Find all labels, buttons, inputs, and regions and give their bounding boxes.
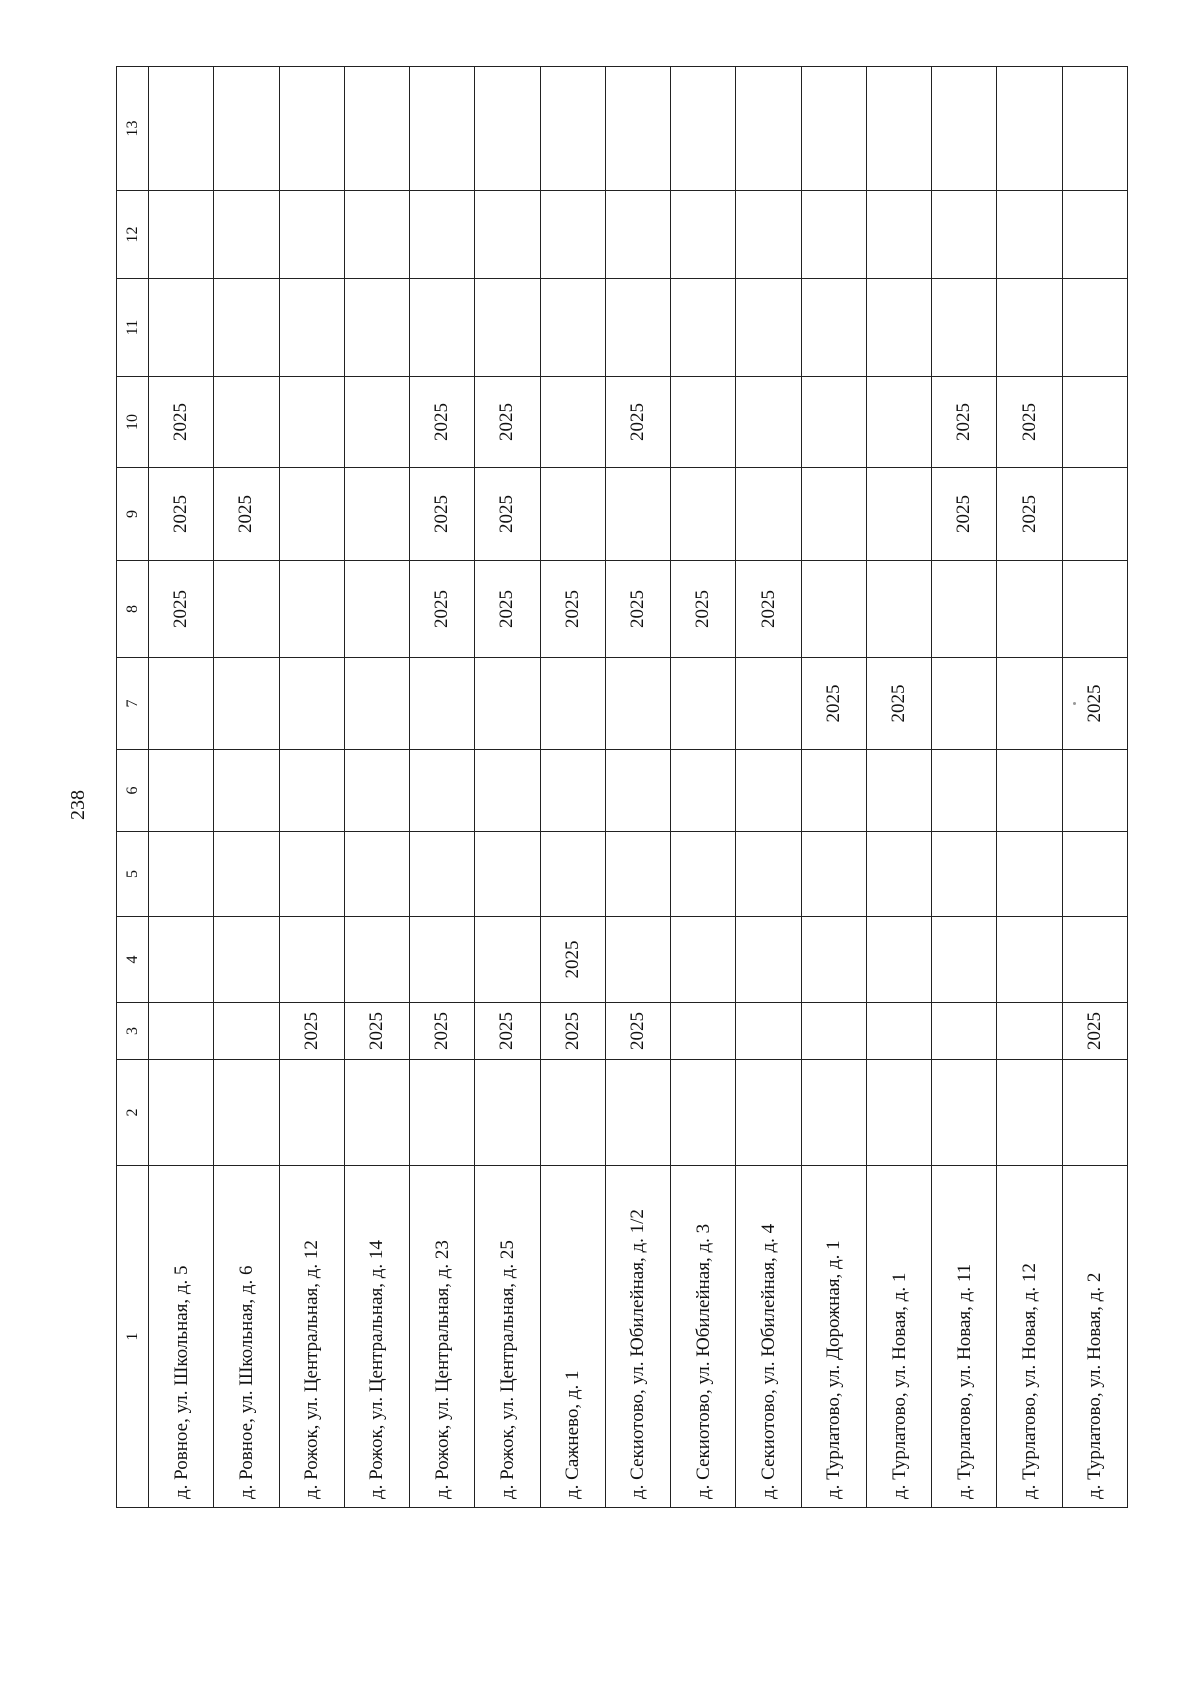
address-cell: д. Рожок, ул. Центральная, д. 25	[475, 1166, 540, 1508]
year-cell: 2025	[475, 561, 540, 658]
year-cell	[866, 191, 931, 279]
year-cell: 2025	[932, 377, 997, 468]
year-cell	[214, 1060, 279, 1166]
address-cell: д. Турлатово, ул. Новая, д. 11	[932, 1166, 997, 1508]
year-cell	[475, 917, 540, 1003]
year-cell	[540, 1060, 605, 1166]
address-cell: д. Турлатово, ул. Новая, д. 12	[997, 1166, 1062, 1508]
year-cell	[149, 750, 214, 832]
year-cell	[801, 1003, 866, 1060]
address-cell: д. Секиотово, ул. Юбилейная, д. 1/2	[605, 1166, 670, 1508]
year-cell	[736, 67, 801, 191]
column-header: 8	[117, 561, 149, 658]
year-cell	[736, 279, 801, 377]
year-cell	[344, 191, 409, 279]
address-cell: д. Ровное, ул. Школьная, д. 5	[149, 1166, 214, 1508]
column-header: 1	[117, 1166, 149, 1508]
year-cell	[344, 750, 409, 832]
year-cell	[540, 67, 605, 191]
column-header: 4	[117, 917, 149, 1003]
year-cell	[1062, 750, 1127, 832]
year-cell	[997, 1003, 1062, 1060]
year-cell	[866, 832, 931, 917]
year-cell	[149, 1003, 214, 1060]
year-cell	[540, 191, 605, 279]
year-cell: 2025	[540, 917, 605, 1003]
year-cell	[932, 750, 997, 832]
table-row	[932, 67, 997, 1508]
table-row	[344, 67, 409, 1508]
year-cell	[410, 750, 475, 832]
year-cell	[1062, 468, 1127, 561]
year-cell	[736, 377, 801, 468]
year-cell	[475, 1060, 540, 1166]
year-cell	[997, 67, 1062, 191]
address-cell: д. Турлатово, ул. Дорожная, д. 1	[801, 1166, 866, 1508]
year-cell	[671, 191, 736, 279]
year-cell	[279, 377, 344, 468]
year-cell	[671, 279, 736, 377]
year-cell	[866, 377, 931, 468]
year-cell	[671, 1003, 736, 1060]
year-cell	[736, 191, 801, 279]
year-cell	[344, 1060, 409, 1166]
year-cell	[540, 658, 605, 750]
year-cell	[1062, 561, 1127, 658]
year-cell	[540, 468, 605, 561]
year-cell	[801, 377, 866, 468]
year-cell	[605, 279, 670, 377]
year-cell	[801, 279, 866, 377]
year-cell	[1062, 377, 1127, 468]
year-cell	[736, 1003, 801, 1060]
year-cell: 2025	[605, 1003, 670, 1060]
table-row	[1062, 67, 1127, 1508]
year-cell	[801, 67, 866, 191]
year-cell: 2025	[410, 561, 475, 658]
year-cell	[801, 750, 866, 832]
year-cell: 2025	[605, 561, 670, 658]
year-cell	[344, 468, 409, 561]
year-cell	[997, 750, 1062, 832]
year-cell: 2025	[344, 1003, 409, 1060]
column-header: 9	[117, 468, 149, 561]
year-cell	[214, 917, 279, 1003]
year-cell: 2025	[475, 1003, 540, 1060]
year-cell	[279, 658, 344, 750]
year-cell	[932, 1003, 997, 1060]
year-cell	[605, 917, 670, 1003]
year-cell: 2025	[149, 561, 214, 658]
year-cell	[932, 191, 997, 279]
year-cell	[475, 750, 540, 832]
year-cell	[149, 191, 214, 279]
year-cell	[279, 832, 344, 917]
year-cell	[344, 279, 409, 377]
year-cell	[605, 832, 670, 917]
column-header: 6	[117, 750, 149, 832]
year-cell	[671, 377, 736, 468]
year-cell	[214, 750, 279, 832]
year-cell	[866, 750, 931, 832]
address-cell: д. Секиотово, ул. Юбилейная, д. 3	[671, 1166, 736, 1508]
year-cell	[605, 658, 670, 750]
year-cell: 2025	[1062, 658, 1127, 750]
year-cell	[801, 1060, 866, 1166]
year-cell	[997, 561, 1062, 658]
table-row	[997, 67, 1062, 1508]
year-cell	[997, 1060, 1062, 1166]
year-cell	[214, 279, 279, 377]
year-cell	[410, 658, 475, 750]
data-table	[116, 66, 1128, 1508]
year-cell	[997, 832, 1062, 917]
year-cell	[344, 658, 409, 750]
year-cell	[540, 750, 605, 832]
year-cell	[149, 67, 214, 191]
table-row	[605, 67, 670, 1508]
year-cell	[149, 1060, 214, 1166]
column-header: 2	[117, 1060, 149, 1166]
table-row	[149, 67, 214, 1508]
year-cell	[671, 917, 736, 1003]
year-cell	[540, 832, 605, 917]
year-cell: 2025	[410, 377, 475, 468]
year-cell	[344, 561, 409, 658]
year-cell: 2025	[671, 561, 736, 658]
year-cell	[997, 279, 1062, 377]
year-cell	[801, 468, 866, 561]
year-cell	[475, 279, 540, 377]
year-cell	[1062, 917, 1127, 1003]
table-row	[736, 67, 801, 1508]
year-cell: 2025	[540, 1003, 605, 1060]
year-cell	[279, 279, 344, 377]
year-cell	[214, 1003, 279, 1060]
year-cell	[866, 1060, 931, 1166]
year-cell	[344, 917, 409, 1003]
year-cell	[410, 832, 475, 917]
column-header: 11	[117, 279, 149, 377]
year-cell	[671, 1060, 736, 1166]
year-cell	[801, 832, 866, 917]
year-cell: 2025	[932, 468, 997, 561]
year-cell	[736, 917, 801, 1003]
year-cell	[932, 561, 997, 658]
year-cell	[475, 658, 540, 750]
year-cell	[344, 377, 409, 468]
year-cell	[866, 917, 931, 1003]
year-cell	[279, 468, 344, 561]
year-cell	[671, 658, 736, 750]
year-cell	[1062, 67, 1127, 191]
year-cell	[932, 917, 997, 1003]
table-row	[214, 67, 279, 1508]
year-cell	[344, 67, 409, 191]
year-cell	[475, 832, 540, 917]
year-cell: 2025	[410, 468, 475, 561]
address-cell: д. Секиотово, ул. Юбилейная, д. 4	[736, 1166, 801, 1508]
column-header: 12	[117, 191, 149, 279]
year-cell: 2025	[997, 468, 1062, 561]
year-cell	[866, 1003, 931, 1060]
year-cell	[866, 468, 931, 561]
year-cell	[866, 561, 931, 658]
year-cell	[279, 917, 344, 1003]
year-cell	[605, 191, 670, 279]
year-cell	[410, 917, 475, 1003]
year-cell	[605, 67, 670, 191]
year-cell: 2025	[540, 561, 605, 658]
address-cell: д. Рожок, ул. Центральная, д. 12	[279, 1166, 344, 1508]
header-row	[117, 67, 149, 1508]
year-cell	[214, 658, 279, 750]
year-cell	[605, 468, 670, 561]
year-cell	[279, 67, 344, 191]
address-cell: д. Сажнево, д. 1	[540, 1166, 605, 1508]
year-cell	[997, 658, 1062, 750]
year-cell	[997, 917, 1062, 1003]
year-cell	[410, 1060, 475, 1166]
year-cell	[671, 468, 736, 561]
table-body	[149, 67, 1128, 1508]
year-cell: 2025	[149, 377, 214, 468]
table-row	[801, 67, 866, 1508]
document-table	[116, 67, 1128, 1508]
year-cell	[736, 658, 801, 750]
year-cell	[149, 917, 214, 1003]
year-cell	[149, 832, 214, 917]
year-cell	[671, 67, 736, 191]
table-row	[540, 67, 605, 1508]
table-row	[475, 67, 540, 1508]
year-cell	[801, 191, 866, 279]
year-cell	[149, 279, 214, 377]
year-cell: 2025	[475, 468, 540, 561]
year-cell	[736, 1060, 801, 1166]
column-header: 13	[117, 67, 149, 191]
table-row	[279, 67, 344, 1508]
year-cell: 2025	[279, 1003, 344, 1060]
year-cell	[1062, 832, 1127, 917]
year-cell	[214, 67, 279, 191]
year-cell	[605, 1060, 670, 1166]
year-cell	[736, 468, 801, 561]
year-cell	[540, 377, 605, 468]
year-cell: 2025	[1062, 1003, 1127, 1060]
year-cell	[1062, 191, 1127, 279]
year-cell	[279, 750, 344, 832]
year-cell	[866, 67, 931, 191]
year-cell	[1062, 279, 1127, 377]
year-cell: 2025	[410, 1003, 475, 1060]
page-number: 238	[67, 790, 89, 820]
year-cell	[410, 67, 475, 191]
year-cell	[671, 750, 736, 832]
year-cell	[932, 832, 997, 917]
year-cell	[214, 191, 279, 279]
address-cell: д. Рожок, ул. Центральная, д. 14	[344, 1166, 409, 1508]
year-cell	[540, 279, 605, 377]
table-row	[671, 67, 736, 1508]
year-cell	[149, 658, 214, 750]
year-cell	[214, 377, 279, 468]
year-cell	[932, 658, 997, 750]
year-cell	[866, 279, 931, 377]
address-cell: д. Ровное, ул. Школьная, д. 6	[214, 1166, 279, 1508]
year-cell	[801, 917, 866, 1003]
year-cell: 2025	[736, 561, 801, 658]
address-cell: д. Турлатово, ул. Новая, д. 2	[1062, 1166, 1127, 1508]
year-cell	[410, 279, 475, 377]
year-cell	[932, 1060, 997, 1166]
column-header: 10	[117, 377, 149, 468]
year-cell	[410, 191, 475, 279]
year-cell: 2025	[149, 468, 214, 561]
year-cell	[1062, 1060, 1127, 1166]
year-cell	[279, 561, 344, 658]
year-cell: 2025	[997, 377, 1062, 468]
year-cell	[671, 832, 736, 917]
year-cell	[344, 832, 409, 917]
address-cell: д. Рожок, ул. Центральная, д. 23	[410, 1166, 475, 1508]
year-cell	[279, 1060, 344, 1166]
address-cell: д. Турлатово, ул. Новая, д. 1	[866, 1166, 931, 1508]
year-cell	[475, 67, 540, 191]
year-cell: 2025	[605, 377, 670, 468]
year-cell: 2025	[801, 658, 866, 750]
column-header: 7	[117, 658, 149, 750]
table-row	[866, 67, 931, 1508]
year-cell	[997, 191, 1062, 279]
year-cell	[214, 561, 279, 658]
year-cell	[736, 750, 801, 832]
year-cell: 2025	[214, 468, 279, 561]
year-cell	[736, 832, 801, 917]
year-cell	[605, 750, 670, 832]
year-cell	[932, 67, 997, 191]
year-cell	[801, 561, 866, 658]
table-row	[410, 67, 475, 1508]
year-cell: 2025	[475, 377, 540, 468]
year-cell	[475, 191, 540, 279]
year-cell: 2025	[866, 658, 931, 750]
year-cell	[214, 832, 279, 917]
column-header: 5	[117, 832, 149, 917]
column-header: 3	[117, 1003, 149, 1060]
year-cell	[279, 191, 344, 279]
year-cell	[932, 279, 997, 377]
